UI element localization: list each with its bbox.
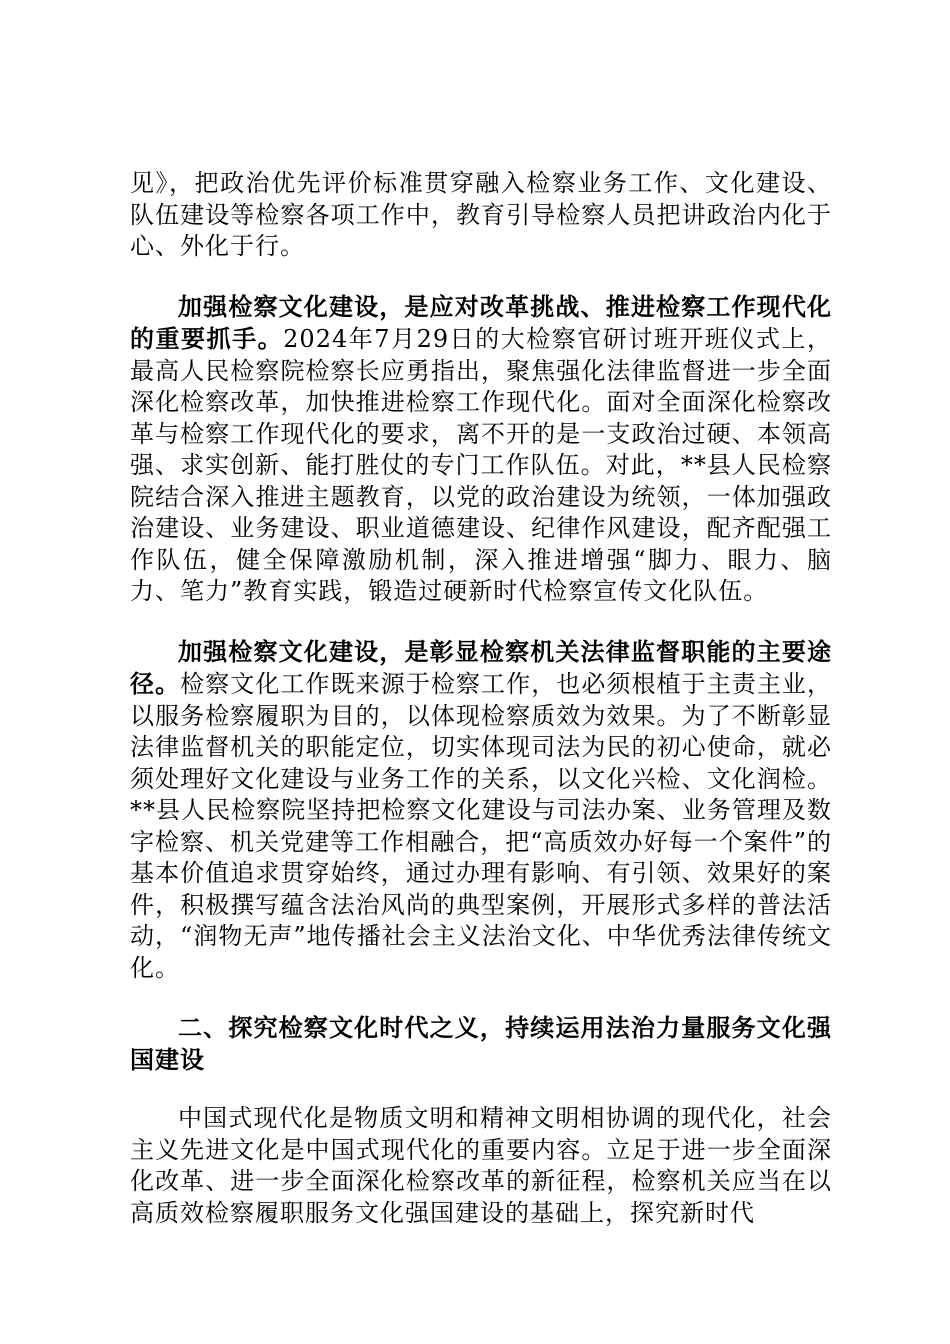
section-heading: 二、探究检察文化时代之义，持续运用法治力量服务文化强国建设	[130, 1013, 832, 1074]
paragraph-lead: 加强检察文化建设，是应对改革挑战、推进检察工作现代化的重要抓手。	[130, 291, 832, 353]
paragraph-supervision-function	[130, 636, 832, 985]
paragraph-reform-challenge	[130, 291, 832, 608]
document-page	[130, 168, 832, 1229]
paragraph-closing: 中国式现代化是物质文明和精神文明相协调的现代化，社会主义先进文化是中国式现代化的重要内容。立足于进一步全面深化改革、进一步全面深化检察改革的新征程，检察机关应当在以高质效检察履职服务文化强国建设的基础上，探究新时代	[130, 1104, 832, 1227]
paragraph-lead: 加强检察文化建设，是彰显检察机关法律监督职能的主要途径。	[130, 636, 832, 698]
paragraph-continuation	[130, 168, 832, 263]
paragraph-text: 2024年7月29日的大检察官研讨班开班仪式上，最高人民检察院检察长应勇指出，聚焦强化法律监督进一步全面深化检察改革，加快推进检察工作现代化。面对全面深化检察改革与检察工作现代化的要求，离不开的是一支政治过硬、本领高强、求实创新、能打胜仗的专门工作队伍。对此，**县人民检察院结合深入推进主题教育，以党的政治建设为统领，一体加强政治建设、业务建设、职业道德建设、纪律作风建设，配齐配强工作队伍，健全保障激励机制，深入推进增强“脚力、眼力、脑力、笔力”教育实践，锻造过硬新时代检察宣传文化队伍。	[130, 325, 833, 605]
paragraph-text: 检察文化工作既来源于检察工作，也必须根植于主责主业，以服务检察履职为目的，以体现检察质效为效果。为了不断彰显法律监督机关的职能定位，切实体现司法为民的初心使命，就必须处理好文化建设与业务工作的关系，以文化兴检、文化润检。**县人民检察院坚持把检察文化建设与司法办案、业务管理及数字检察、机关党建等工作相融合，把“高质效办好每一个案件”的基本价值追求贯穿始终，通过办理有影响、有引领、效果好的案件，积极撰写蕴含法治风尚的典型案例，开展形式多样的普法活动，“润物无声”地传播社会主义法治文化、中华优秀法律传统文化。	[130, 670, 833, 982]
paragraph-text: 见》，把政治优先评价标准贯穿融入检察业务工作、文化建设、队伍建设等检察各项工作中，教育引导检察人员把讲政治内化于心、外化于行。	[130, 169, 832, 260]
